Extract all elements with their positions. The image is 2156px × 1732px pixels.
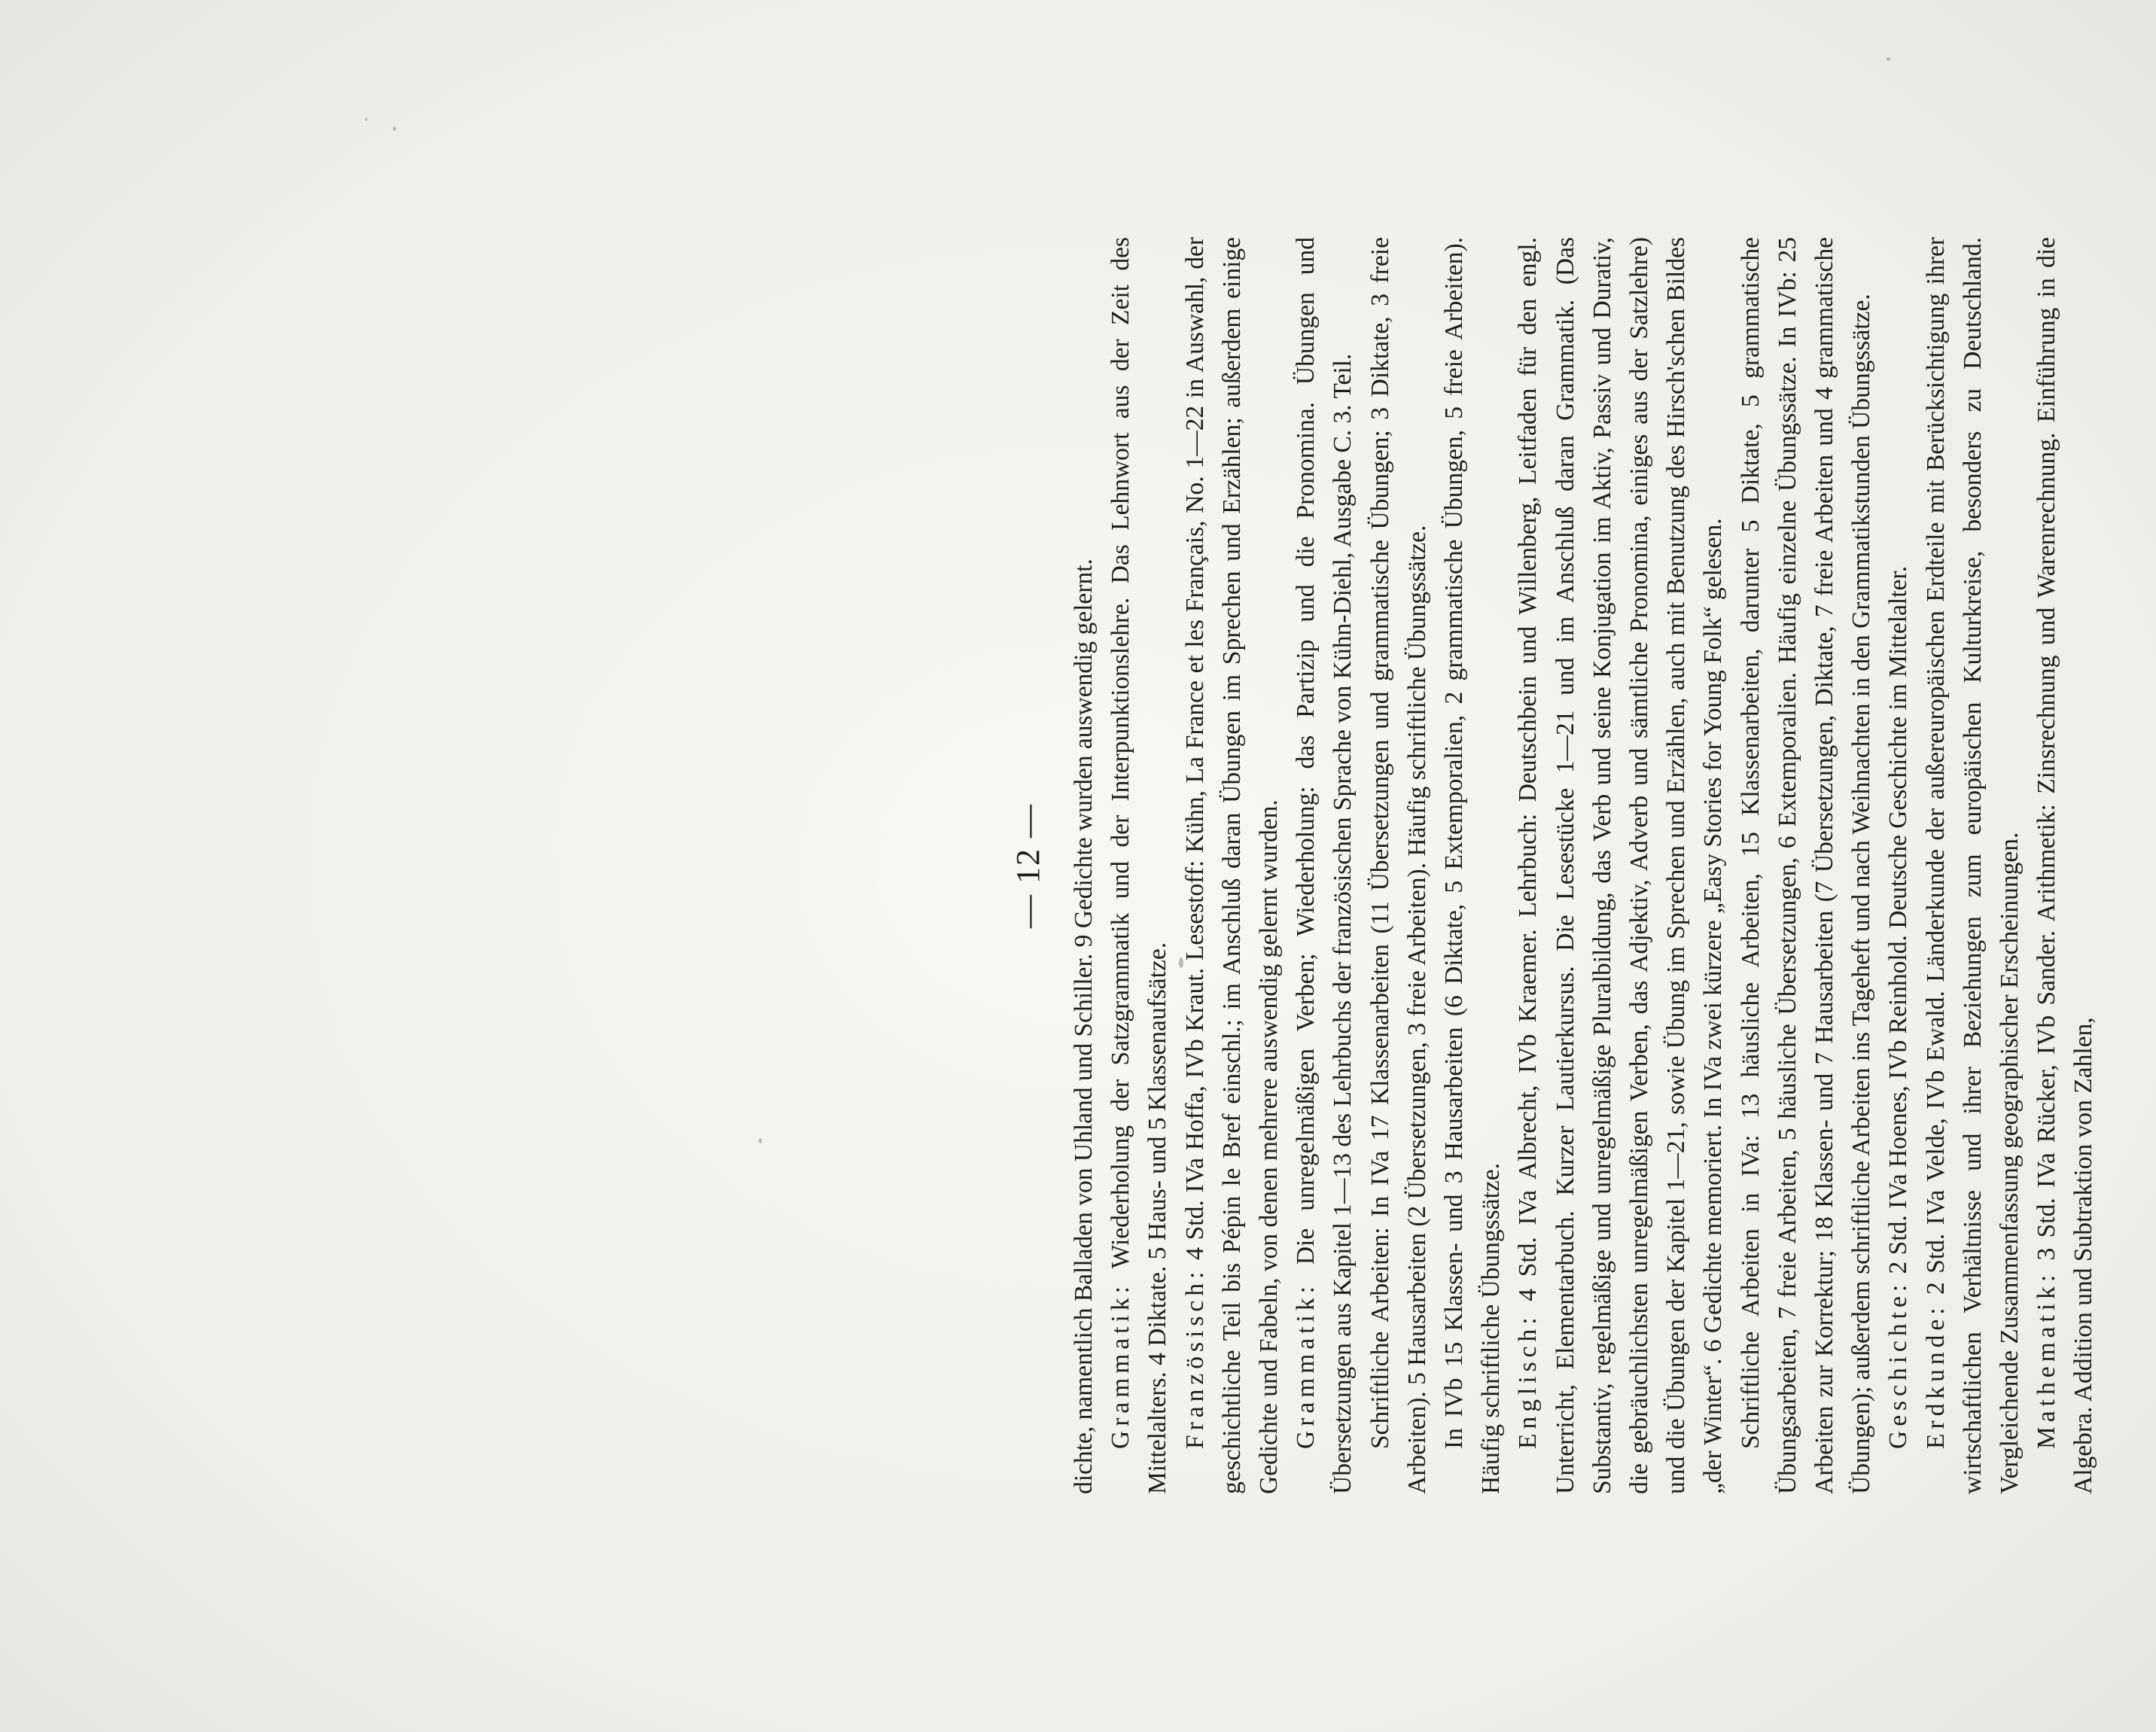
paragraph-text: 3 Std. IVa Rücker, IVb Sander. Arithmetik: Zinsrechnung und Warenrechnung. Einführung in die Algebra. Addition und Subtraktion von Zahlen, [2033, 237, 2098, 1494]
subject-heading: Grammatik: [1292, 1282, 1320, 1449]
paragraph [1732, 237, 1880, 1494]
paragraph-text: In IVb 15 Klassen- und 3 Hausarbeiten (6 Diktate, 5 Extemporalien, 2 grammatische Übungen, 5 freie Arbeiten). Häufig schriftliche Übungssätze. [1440, 237, 1506, 1494]
paragraph [1177, 237, 1288, 1494]
speck-mark [393, 126, 396, 131]
subject-heading: Englisch: [1514, 1313, 1542, 1449]
paragraph [1917, 237, 2029, 1494]
paragraph [1287, 237, 1361, 1494]
paragraph [1102, 237, 1176, 1494]
paragraph [1436, 237, 1509, 1494]
paragraph-text: Schriftliche Arbeiten in IVa: 13 häusliche Arbeiten, 15 Klassenarbeiten, darunter 5 Diktate, 5 grammatische Übungsarbeiten, 7 freie Arbeiten, 5 häusliche Übersetzungen, 6 Extemporalien. Häufig einzelne Übungssätze. In IVb: 25 Arbeiten zur Korrektur; 18 Klassen- und 7 Hausarbeiten (7 Übersetzungen, Diktate, 7 freie Arbeiten und 4 grammatische Übungen); außerdem schriftliche Arbeiten ins Tageheft und nach Weihnachten in den Grammatikstunden Übungssätze. [1736, 237, 1876, 1494]
subject-heading: Französisch: [1180, 1267, 1209, 1449]
body-text [1065, 237, 2103, 1494]
paragraph-text: 2 Std. IVa Velde, IVb Ewald. Länderkunde der außereuropäischen Erdteile mit Berücksichtigung ihrer wirtschaftlichen Verhältnisse und ihrer Beziehungen zum europäischen Kulturkreise, besonders zu Deutschland. Vergleichende Zusammenfassung geographischer Erscheinungen. [1921, 237, 2024, 1494]
paragraph [1362, 237, 1436, 1494]
subject-heading: Grammatik: [1107, 1282, 1135, 1449]
paragraph-text: 4 Std. IVa Hoffa, IVb Kraut. Lesestoff: Kühn, La France et les Français, No. 1—22 in Auswahl, der geschichtliche Teil bis Pépin le Bref einschl.; im Anschluß daran Übungen im Sprechen und Erzählen; außerdem einige Gedichte und Fabeln, von denen mehrere auswendig gelernt wurden. [1180, 237, 1284, 1494]
paragraph-text: dichte, namentlich Balladen von Uhland und Schiller. 9 Gedichte wurden auswendig gelernt. [1070, 559, 1098, 1494]
page-number: — 12 — [1009, 803, 1046, 928]
paragraph [1509, 237, 1731, 1494]
subject-heading: Erdkunde: [1921, 1303, 1950, 1449]
paragraph-text: 2 Std. IVa Hoenes, IVb Reinhold. Deutsche Geschichte im Mittelalter. [1884, 565, 1913, 1280]
subject-heading: Geschichte: [1884, 1280, 1913, 1449]
paragraph-text: Die unregelmäßigen Verben; Wiederholung: das Partizip und die Pronomina. Übungen und Übersetzungen aus Kapitel 1—13 des Lehrbuchs der französischen Sprache von Kühn-Diehl, Ausgabe C. 3. Teil. [1292, 237, 1357, 1494]
paragraph [1880, 237, 1917, 1494]
paragraph-text: Schriftliche Arbeiten: In IVa 17 Klassenarbeiten (11 Übersetzungen und grammatische Übungen; 3 Diktate, 3 freie Arbeiten). 5 Hausarbeiten (2 Übersetzungen, 3 freie Arbeiten). Häufig schriftliche Übungssätze. [1366, 237, 1431, 1494]
rotated-document-page [226, 151, 2108, 1581]
paragraph [2028, 237, 2102, 1494]
speck-mark [1886, 57, 1890, 61]
speck-mark [365, 117, 367, 121]
paragraph [1065, 237, 1102, 1494]
subject-heading: Mathematik: [2033, 1270, 2061, 1449]
paragraph-text: Wiederholung der Satzgrammatik und der Interpunktionslehre. Das Lehnwort aus der Zeit des Mittelalters. 4 Diktate. 5 Haus- und 5 Klassenaufsätze. [1107, 237, 1172, 1494]
paragraph-text: 4 Std. IVa Albrecht, IVb Kraemer. Lehrbuch: Deutschbein und Willenberg, Leitfaden für den engl. Unterricht, Elementarbuch. Kurzer Lautierkursus. Die Lesestücke 1—21 und im Anschluß daran Grammatik. (Das Substantiv, regelmäßige und unregelmäßige Pluralbildung, das Verb und seine Konjugation im Aktiv, Passiv und Durativ, die gebräuchlichsten unregelmäßigen Verben, das Adjektiv, Adverb und sämtliche Pronomina, einiges aus der Satzlehre) und die Übungen der Kapitel 1—21, sowie Übung im Sprechen und Erzählen, auch mit Benutzung des Hirsch'schen Bildes „der Winter“. 6 Gedichte memoriert. In IVa zwei kürzere „Easy Stories for Young Folk“ gelesen. [1514, 237, 1728, 1494]
